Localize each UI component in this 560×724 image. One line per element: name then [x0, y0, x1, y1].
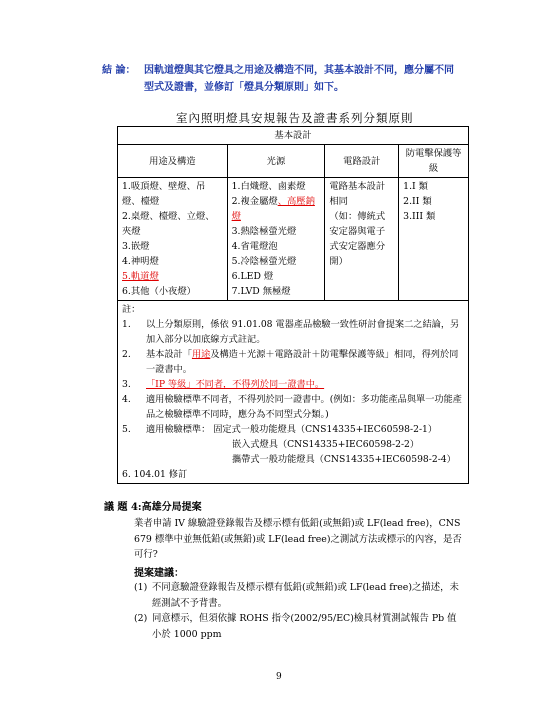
light-source-item: 1.白熾燈、鹵素燈	[231, 181, 306, 192]
table-title: 室內照明燈具安規報告及證書系列分類原則	[176, 111, 414, 125]
light-source-item: 6.LED 燈	[231, 271, 274, 282]
usage-item: 4.神明燈	[122, 256, 159, 267]
protection-item: 3.III 類	[403, 211, 436, 222]
standard-line: 嵌入式燈具（CNS14335+IEC60598-2-2）	[232, 439, 420, 450]
usage-item: 1.吸頂燈、壁燈、吊燈、檯燈	[122, 181, 206, 207]
protection-item: 2.II 類	[403, 196, 432, 207]
classification-table	[117, 126, 469, 484]
usage-item: 2.桌燈、檯燈、立燈、夾燈	[122, 211, 215, 237]
light-source-cell	[227, 178, 325, 301]
column-header: 防電擊保護等級	[399, 145, 469, 178]
group-header: 基本設計	[118, 127, 469, 145]
suggestion-item: (2) 同意標示，但須依據 ROHS 指令(2002/95/EC)檢具材質測試報告 Pb 值小於 1000 ppm	[134, 613, 457, 640]
conclusion-label: 結 論：	[102, 65, 136, 76]
circuit-design-cell	[325, 178, 399, 301]
note-1: 1. 以上分類原則，係依 91.01.08 電器產品檢驗一致性研討會提案二之結論，另加入部分以加底線方式註記。	[122, 319, 460, 345]
agenda-item-label: 議 題 4:	[104, 502, 142, 513]
usage-item-track-light: 5.軌道燈	[122, 271, 159, 282]
agenda-item-description: 業者申請 IV 線驗證登錄報告及標示標有低鉛(或無鉛)或 LF(lead free)，CNS 679 標準中並無低鉛(或無鉛)或 LF(lead free)之測試方法或標示的內容，是否可行?	[134, 518, 462, 560]
standard-line: 攜帶式一般功能燈具（CNS14335+IEC60598-2-4）	[232, 454, 456, 465]
note-3: 3. 「IP 等級」不同者，不得列於同一證書中。	[122, 379, 325, 390]
protection-item: 1.I 類	[403, 181, 428, 192]
light-source-item: 7.LVD 無極燈	[231, 286, 291, 297]
light-source-item: 3.熱陰極螢光燈	[231, 226, 297, 237]
usage-item: 6.其他（小夜燈）	[122, 286, 196, 297]
light-source-item: 2.複金屬燈、高壓鈉燈	[231, 196, 315, 222]
note-2: 2. 基本設計「用途及構造＋光源＋電路設計＋防電擊保護等級」相同，得列於同一證書中。	[122, 349, 459, 375]
usage-structure-cell	[118, 178, 228, 301]
light-source-item: 4.省電燈泡	[231, 241, 278, 252]
suggestion-item: (1) 不同意驗證登錄報告及標示標有低鉛(或無鉛)或 LF(lead free)之描述，未經測試不予背書。	[134, 582, 459, 609]
circuit-text: （如：傳統式安定器與電子式安定器應分開）	[329, 211, 386, 267]
note-4: 4. 適用檢驗標準不同者，不得列於同一證書中。(例如：多功能產品與單一功能產品之檢驗標準不同時，應分為不同型式分類。)	[122, 394, 462, 420]
page-number: 9	[276, 672, 282, 682]
agenda-item-title: 高雄分局提案	[141, 502, 202, 513]
red-underlined-text: 用途	[191, 349, 211, 360]
conclusion-paragraph	[102, 62, 462, 96]
light-source-item: 5.冷陰極螢光燈	[231, 256, 297, 267]
red-underlined-text: 、高壓鈉燈	[231, 196, 315, 222]
circuit-text: 電路基本設計相同	[329, 181, 386, 207]
suggestion-list	[134, 580, 464, 642]
standard-line: 固定式一般功能燈具（CNS14335+IEC60598-2-1）	[213, 424, 438, 435]
note-6: 6. 104.01 修訂	[122, 469, 188, 480]
conclusion-text: 因軌道燈與其它燈具之用途及構造不同，其基本設計不同，應分屬不同型式及證書，並修訂「燈具分類原則」如下。	[144, 65, 454, 93]
usage-item: 3.嵌燈	[122, 241, 150, 252]
suggestion-title: 提案建議：	[134, 568, 184, 579]
note-5: 5. 適用檢驗標準： 固定式一般功能燈具（CNS14335+IEC60598-2-1） 嵌入式燈具（CNS14335+IEC60598-2-2） 攜帶式一般功能燈具（CNS14335+IEC60598-2-4）	[122, 422, 464, 467]
column-header: 用途及構造	[118, 145, 228, 178]
agenda-item-heading	[104, 498, 202, 513]
notes-label: 註：	[122, 304, 141, 315]
column-header: 光源	[227, 145, 325, 178]
protection-class-cell	[399, 178, 469, 301]
notes-cell	[118, 301, 469, 484]
column-header: 電路設計	[325, 145, 399, 178]
